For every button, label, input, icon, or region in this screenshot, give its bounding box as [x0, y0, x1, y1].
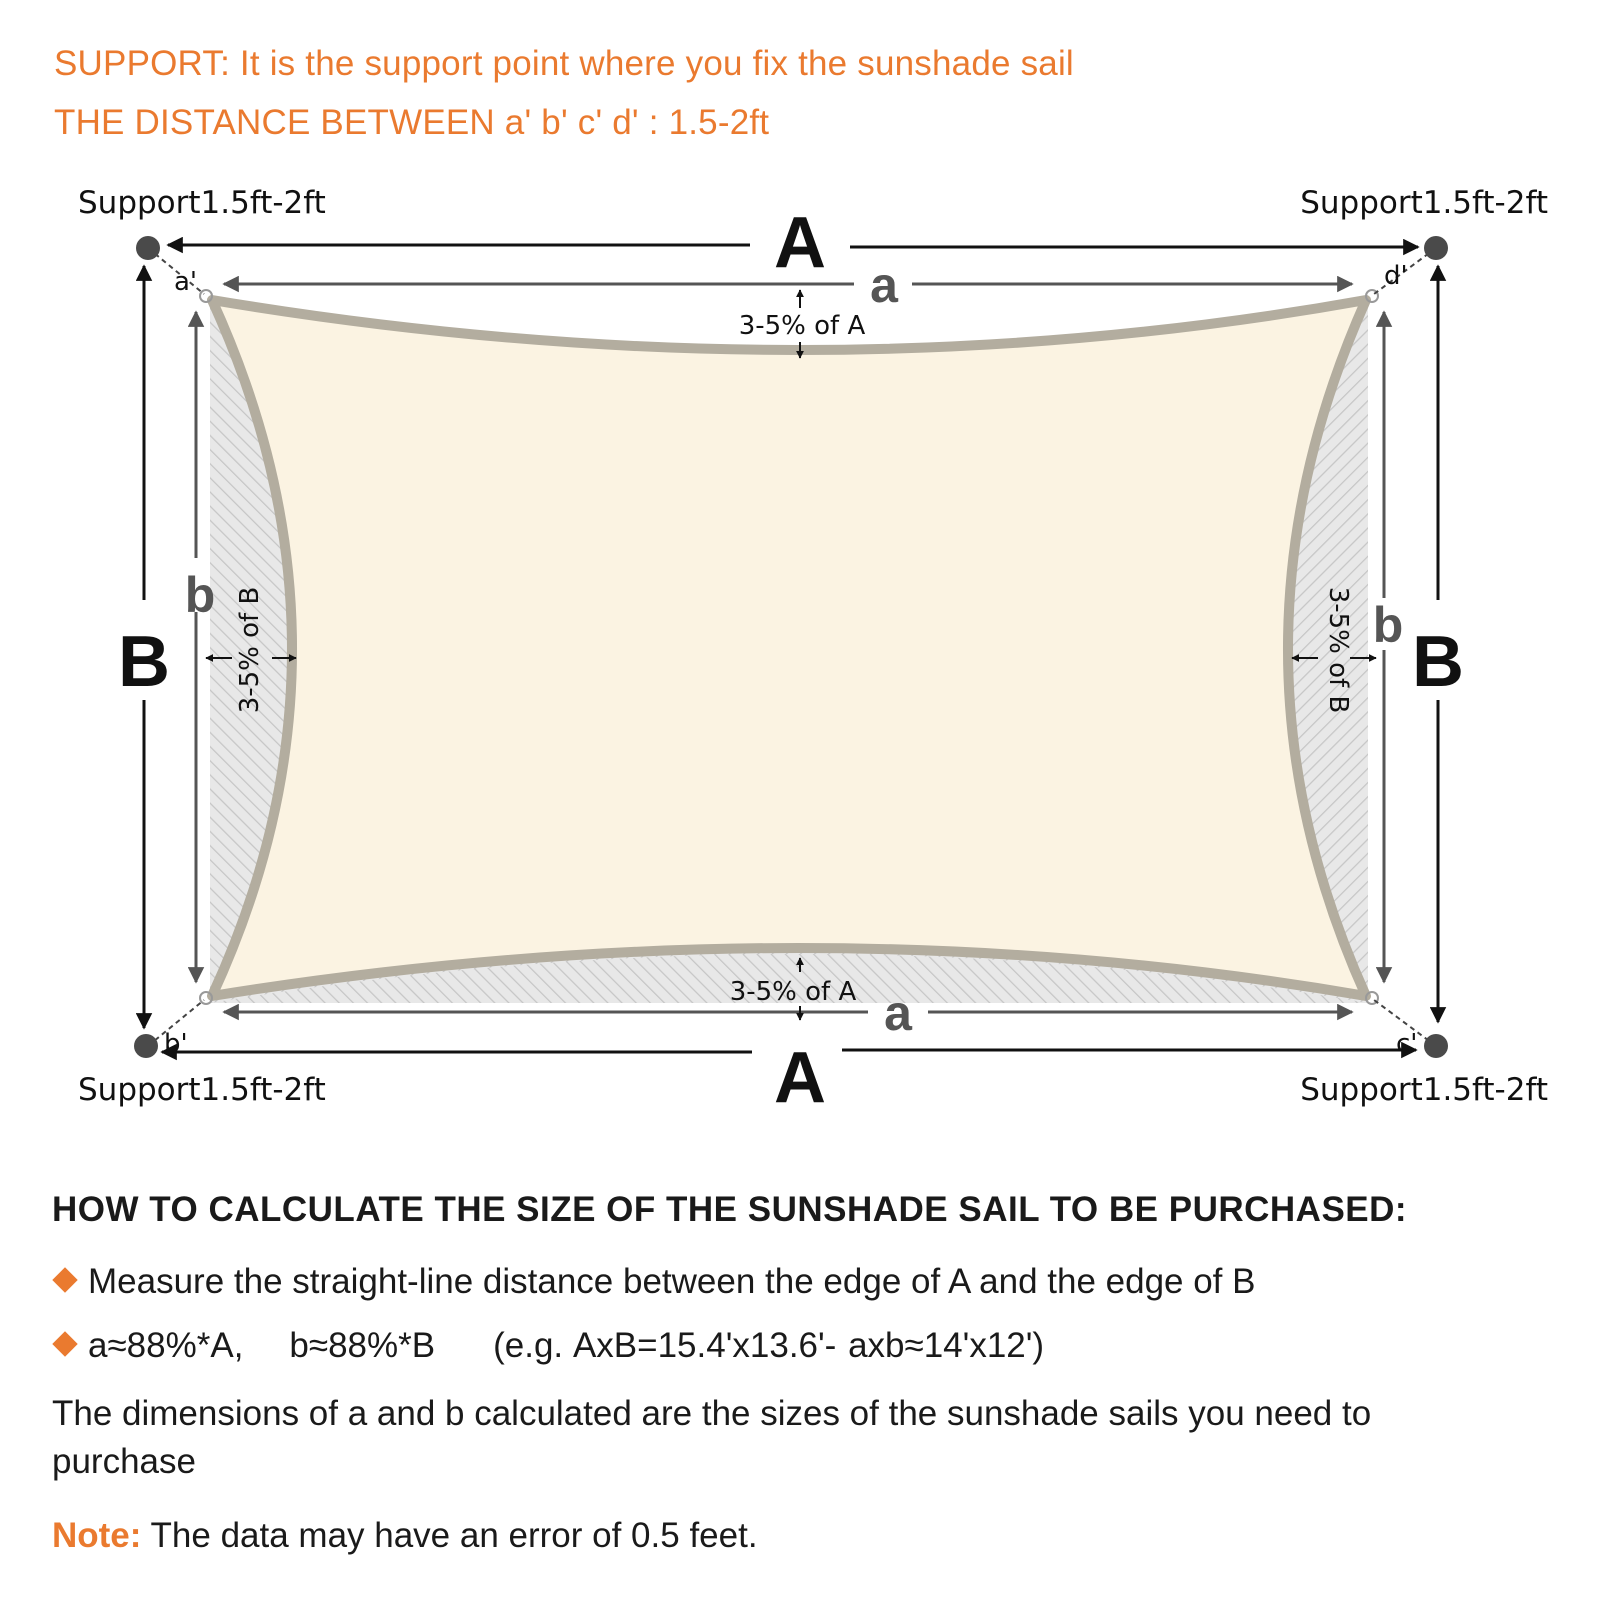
formula-a: a≈88%*A,: [88, 1326, 244, 1365]
sag-label-top: 3-5% of A: [738, 311, 866, 341]
corner-label-c: c': [1396, 1029, 1418, 1059]
corner-label-d: d': [1384, 261, 1408, 291]
sag-label-left: 3-5% of B: [235, 586, 265, 714]
instruction-bullet-measure: [52, 1262, 1255, 1302]
dimension-a-top: a: [870, 257, 898, 313]
support-label-top-left: Support1.5ft-2ft: [78, 185, 326, 221]
dimension-b-right: b: [1372, 597, 1404, 653]
note: [52, 1516, 758, 1556]
corner-label-b: b': [164, 1029, 188, 1059]
diamond-bullet-icon: [52, 1331, 77, 1356]
dimension-B-right: B: [1412, 622, 1464, 702]
sag-label-bottom: 3-5% of A: [729, 977, 857, 1007]
note-label: Note:: [52, 1516, 142, 1555]
dimension-A-bottom: A: [774, 1038, 826, 1118]
dimension-b-left: b: [184, 567, 216, 623]
formula-b: b≈88%*B: [289, 1326, 436, 1365]
instruction-bullet-formula: [52, 1326, 1044, 1366]
instructions-description: The dimensions of a and b calculated are the sizes of the sunshade sails you need to purchase: [52, 1394, 1372, 1481]
sag-label-right: 3-5% of B: [1323, 586, 1353, 714]
dimension-B-left: B: [118, 622, 170, 702]
header-line-support: SUPPORT: It is the support point where you fix the sunshade sail: [54, 44, 1074, 83]
dimension-a-bottom: a: [884, 985, 912, 1041]
sail-shape: [212, 300, 1366, 996]
header-line-distance: THE DISTANCE BETWEEN a' b' c' d' : 1.5-2ft: [54, 103, 770, 142]
diamond-bullet-icon: [52, 1267, 77, 1292]
bullet-measure-text: Measure the straight-line distance between the edge of A and the edge of B: [88, 1262, 1256, 1301]
dimension-A-top: A: [774, 203, 826, 283]
note-text: The data may have an error of 0.5 feet.: [141, 1516, 758, 1555]
corner-label-a: a': [174, 267, 198, 297]
instructions-heading: HOW TO CALCULATE THE SIZE OF THE SUNSHADE SAIL TO BE PURCHASED:: [52, 1190, 1408, 1229]
formula-example: (e.g. AxB=15.4'x13.6'- axb≈14'x12'): [493, 1326, 1045, 1365]
support-label-bottom-right: Support1.5ft-2ft: [1300, 1072, 1548, 1108]
support-label-bottom-left: Support1.5ft-2ft: [78, 1072, 326, 1108]
support-label-top-right: Support1.5ft-2ft: [1300, 185, 1548, 221]
